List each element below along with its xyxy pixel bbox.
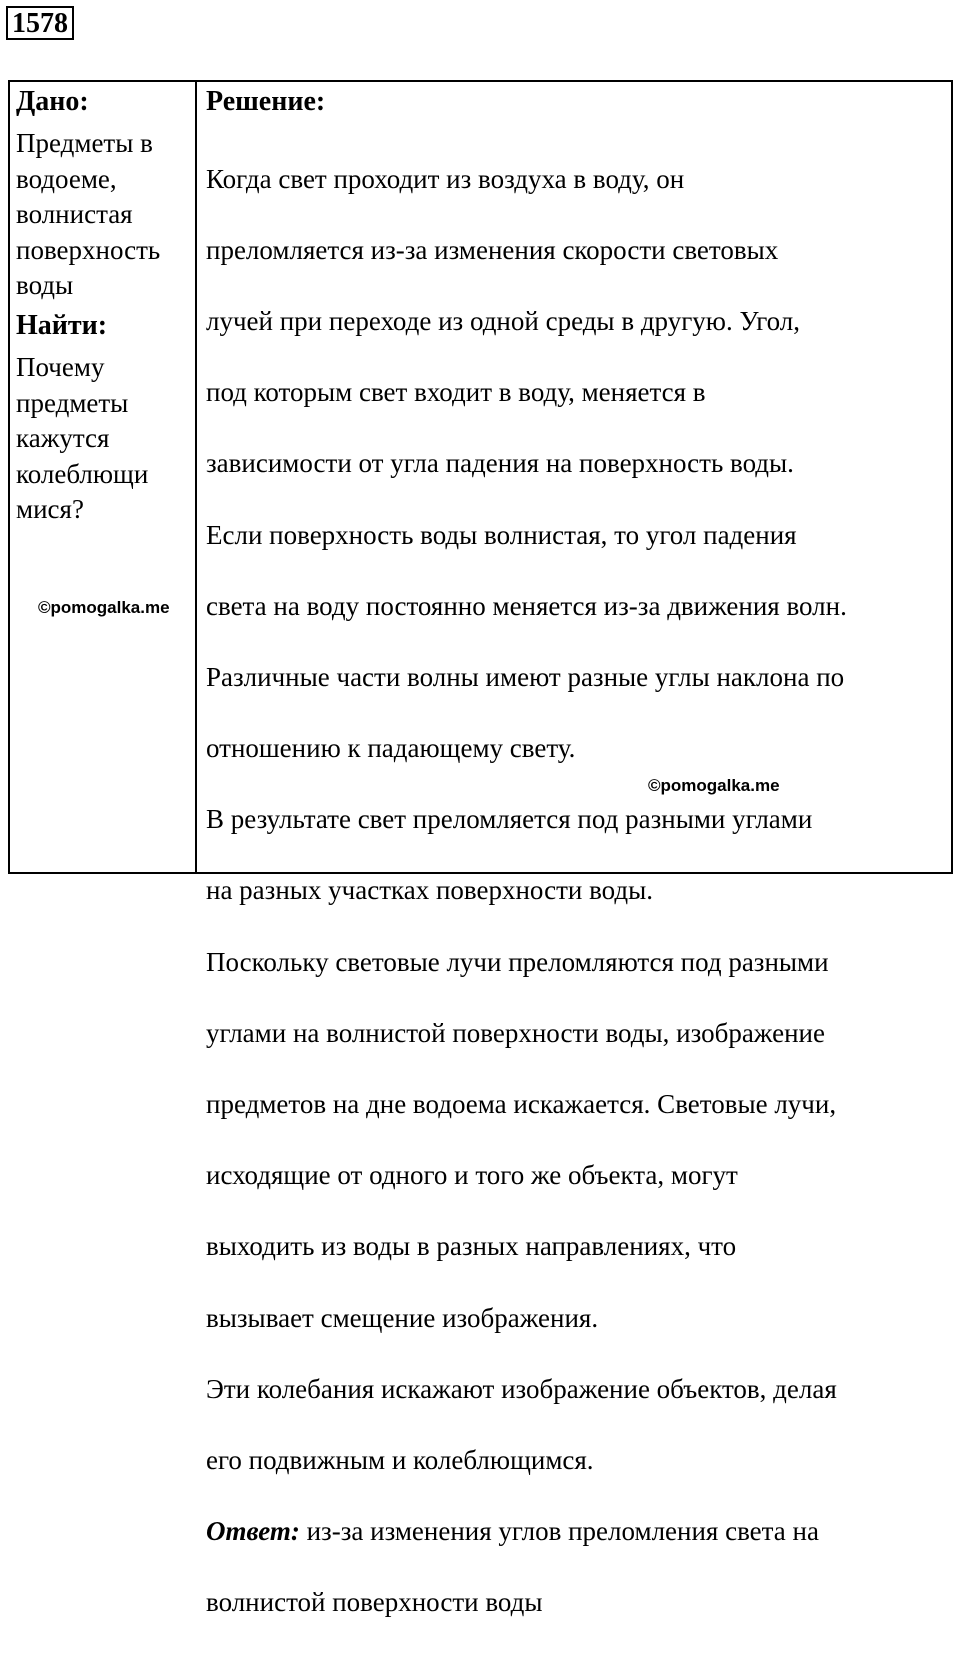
given-line: волнистая (16, 199, 133, 230)
given-find-column (16, 82, 194, 528)
given-line: поверхность (16, 234, 161, 265)
find-line: кажутся (16, 423, 110, 454)
solution-column (206, 82, 951, 1657)
find-line: мися? (16, 494, 84, 525)
solution-line: выходить из воды в разных направлениях, что (206, 1231, 737, 1262)
find-line: предметы (16, 387, 129, 418)
solution-line: отношению к падающему свету. (206, 733, 576, 764)
column-divider (195, 82, 197, 872)
solution-line: Если поверхность воды волнистая, то угол падения (206, 519, 797, 550)
given-line: воды (16, 270, 74, 301)
solution-line: преломляется из-за изменения скорости световых (206, 234, 779, 265)
solution-line: на разных участках поверхности воды. (206, 875, 654, 906)
given-heading: Дано: (16, 86, 89, 117)
solution-text (206, 126, 951, 1657)
find-text (16, 350, 194, 528)
solution-line: Эти колебания искажают изображение объектов, делая (206, 1373, 837, 1404)
answer-line (206, 1514, 951, 1550)
solution-line: его подвижным и колеблющимся. (206, 1444, 594, 1475)
solution-line: под которым свет входит в воду, меняется в (206, 377, 706, 408)
solution-line: Когда свет проходит из воздуха в воду, он (206, 163, 685, 194)
find-heading: Найти: (16, 309, 108, 341)
given-line: Предметы в (16, 128, 153, 158)
solution-line: исходящие от одного и того же объекта, могут (206, 1160, 738, 1191)
solution-heading: Решение: (206, 86, 326, 117)
watermark: ©pomogalka.me (648, 776, 780, 795)
given-line: водоеме, (16, 163, 117, 194)
given-text (16, 126, 194, 304)
solution-line: Различные части волны имеют разные углы наклона по (206, 661, 845, 692)
find-line: Почему (16, 351, 105, 382)
solution-line: Поскольку световые лучи преломляются под разными (206, 946, 829, 977)
solution-line: предметов на дне водоема искажается. Световые лучи, (206, 1089, 837, 1120)
solution-line: В результате свет преломляется под разными углами (206, 804, 813, 835)
problem-number: 1578 (6, 6, 74, 40)
find-line: колеблющи (16, 458, 149, 489)
answer-label: Ответ: (206, 1516, 300, 1547)
solution-line: света на воду постоянно меняется из-за движения волн. (206, 590, 847, 621)
solution-line: вызывает смещение изображения. (206, 1302, 599, 1333)
solution-line: зависимости от угла падения на поверхность воды. (206, 448, 794, 479)
answer-line: волнистой поверхности воды (206, 1587, 543, 1618)
answer-text: из-за изменения углов преломления света на (299, 1516, 819, 1547)
solution-line: лучей при переходе из одной среды в другую. Угол, (206, 305, 800, 336)
watermark: ©pomogalka.me (38, 598, 170, 617)
solution-line: углами на волнистой поверхности воды, изображение (206, 1017, 825, 1048)
solution-table (8, 80, 953, 1618)
